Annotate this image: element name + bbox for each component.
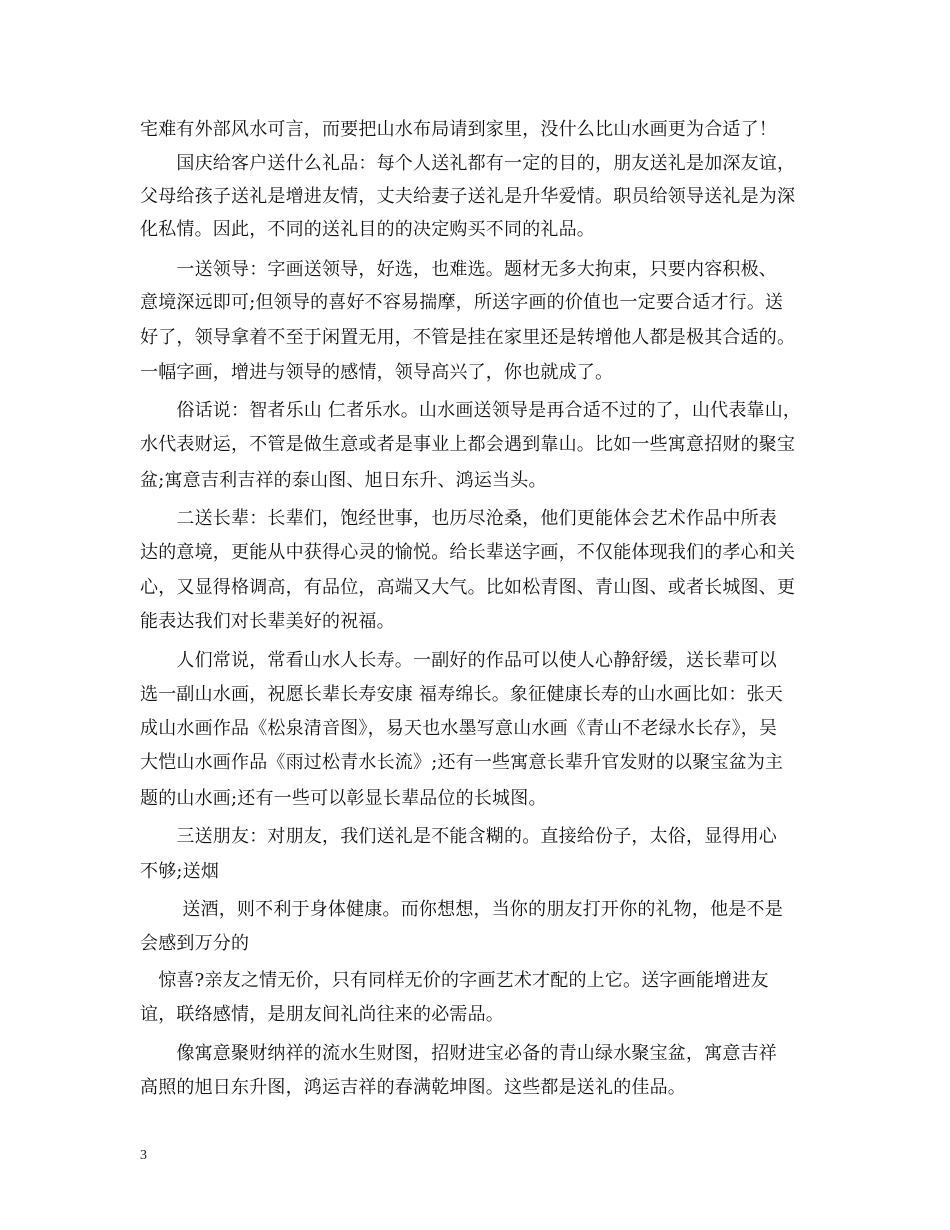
text-line: 三送朋友：对朋友，我们送礼是不能含糊的。直接给份子，太俗，显得用心 xyxy=(140,826,777,847)
text-line: 盆;寓意吉利吉祥的泰山图、旭日东升、鸿运当头。 xyxy=(140,470,547,491)
text-line: 化私情。因此，不同的送礼目的的决定购买不同的礼品。 xyxy=(140,219,595,240)
text-line: 成山水画作品《松泉清音图》，易天也水墨写意山水画《青山不老绿水长存》，吴 xyxy=(140,718,778,739)
text-line: 父母给孩子送礼是增进友情，丈夫给妻子送礼是升华爱情。职员给领导送礼是为深 xyxy=(140,186,796,207)
text-line: 惊喜?亲友之情无价，只有同样无价的字画艺术才配的上它。送字画能增进友 xyxy=(140,970,769,991)
text-line: 二送长辈：长辈们，饱经世事，也历尽沧桑，他们更能体会艺术作品中所表 xyxy=(140,508,777,529)
text-line: 不够;送烟 xyxy=(140,861,220,882)
text-line: 大恺山水画作品《雨过松青水长流》;还有一些寓意长辈升官发财的以聚宝盆为主 xyxy=(140,752,784,773)
text-line: 像寓意聚财纳祥的流水生财图，招财进宝必备的青山绿水聚宝盆，寓意吉祥 xyxy=(140,1043,777,1064)
text-line: 好了，领导拿着不至于闲置无用，不管是挂在家里还是转增他人都是极其合适的。 xyxy=(140,327,796,348)
text-line: 送酒，则不利于身体健康。而你想想，当你的朋友打开你的礼物，他是不是 xyxy=(140,899,783,920)
text-line: 能表达我们对长辈美好的祝福。 xyxy=(140,611,395,632)
text-line: 会感到万分的 xyxy=(140,933,250,954)
text-line: 选一副山水画，祝愿长辈长寿安康 福寿绵长。象征健康长寿的山水画比如：张天 xyxy=(140,684,783,705)
text-line: 心，又显得格调高，有品位，高端又大气。比如松青图、青山图、或者长城图、更 xyxy=(140,577,796,598)
text-line: 一送领导：字画送领导，好选，也难选。题材无多大拘束，只要内容积极、 xyxy=(140,259,777,280)
text-line: 人们常说，常看山水人长寿。一副好的作品可以使人心静舒缓，送长辈可以 xyxy=(140,650,777,671)
page-number: 3 xyxy=(140,1148,147,1163)
text-line: 俗话说：智者乐山 仁者乐水。山水画送领导是再合适不过的了，山代表靠山， xyxy=(140,400,802,421)
text-line: 达的意境，更能从中获得心灵的愉悦。给长辈送字画，不仅能体现我们的孝心和关 xyxy=(140,542,796,563)
text-line: 国庆给客户送什么礼品：每个人送礼都有一定的目的，朋友送礼是加深友谊， xyxy=(140,153,796,174)
text-line: 高照的旭日东升图，鸿运吉祥的春满乾坤图。这些都是送礼的佳品。 xyxy=(140,1077,686,1098)
text-line: 谊，联络感情，是朋友间礼尚往来的必需品。 xyxy=(140,1004,504,1025)
text-line: 水代表财运，不管是做生意或者是事业上都会遇到靠山。比如一些寓意招财的聚宝 xyxy=(140,434,796,455)
text-line: 宅难有外部风水可言，而要把山水布局请到家里，没什么比山水画更为合适了！ xyxy=(140,119,777,140)
text-line: 题的山水画;还有一些可以彰显长辈品位的长城图。 xyxy=(140,788,547,809)
text-line: 一幅字画，增进与领导的感情，领导高兴了，你也就成了。 xyxy=(140,362,614,383)
text-line: 意境深远即可;但领导的喜好不容易揣摩，所送字画的价值也一定要合适才行。送 xyxy=(140,292,784,313)
